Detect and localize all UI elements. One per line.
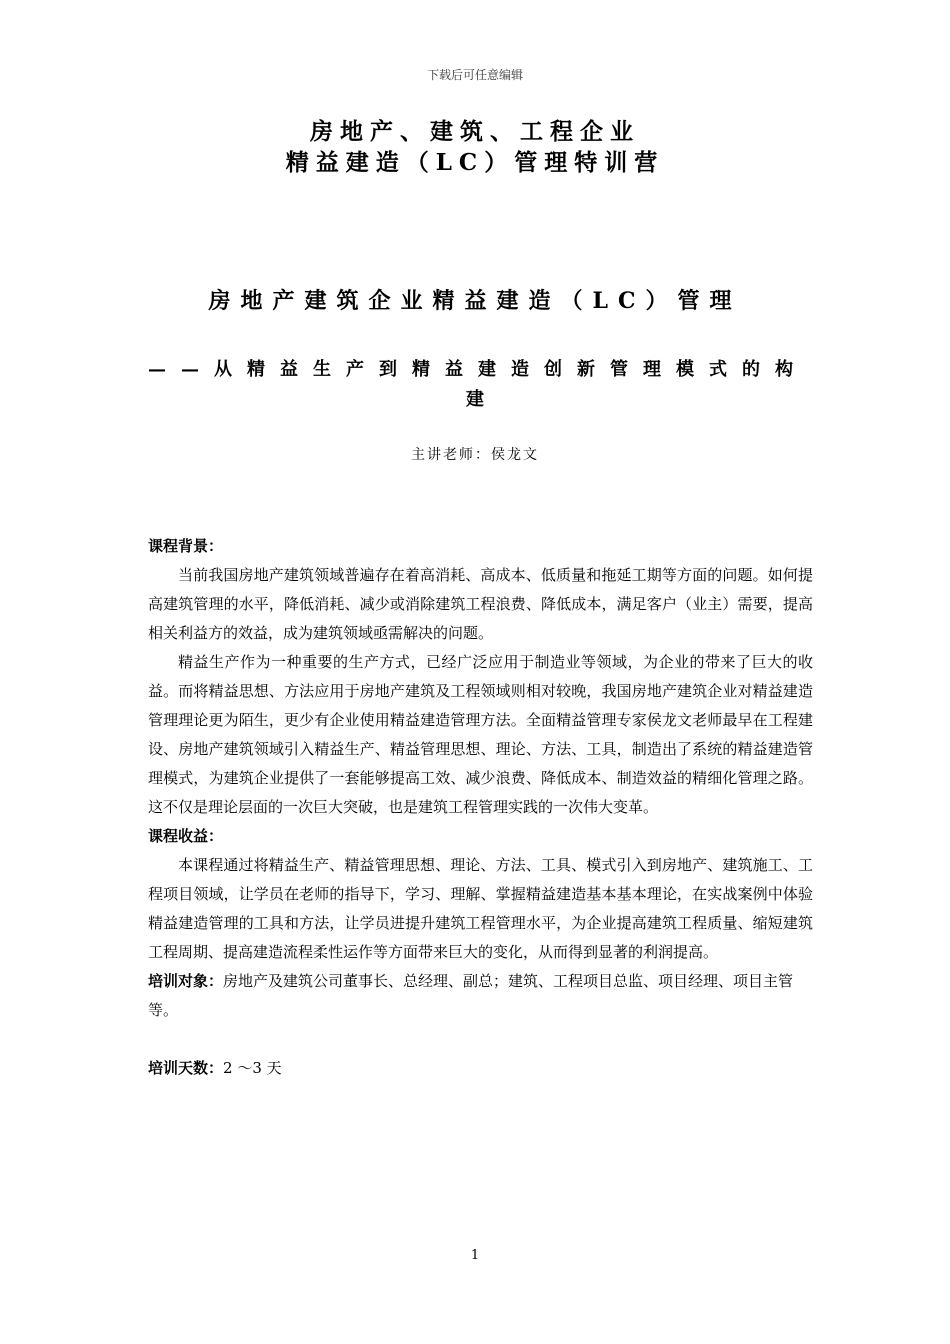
audience-text: 房地产及建筑公司董事长、总经理、副总；建筑、工程项目总监、项目经理、项目主管等。 [148, 972, 794, 1019]
audience-label: 培训对象： [148, 972, 224, 990]
document-title [0, 116, 950, 178]
course-subtitle-line-1: ——从精益生产到精益建造创新管理模式的构 [148, 359, 808, 380]
duration-line [148, 1054, 813, 1083]
course-subtitle-line-2: 建 [466, 389, 484, 410]
course-title: 房地产建筑企业精益建造（LC）管理 [208, 288, 742, 314]
benefits-paragraph-1: 本课程通过将精益生产、精益管理思想、理论、方法、工具、模式引入到房地产、建筑施工、工程项目领域，让学员在老师的指导下，学习、理解、掌握精益建造基本基本理论，在实战案例中体验精益建造管理的工具和方法，让学员进提升建筑工程管理水平，为企业提高建筑工程质量、缩短建筑工程周期、提高建造流程柔性运作等方面带来巨大的变化，从而得到显著的利润提高。 [148, 856, 813, 961]
duration-text: 2 ～3 天 [223, 1059, 282, 1077]
spacer [148, 1025, 813, 1054]
background-paragraph-2: 精益生产作为一种重要的生产方式，已经广泛应用于制造业等领域，为企业的带来了巨大的收益。而将精益思想、方法应用于房地产建筑及工程领域则相对较晚，我国房地产建筑企业对精益建造管理理论更为陌生，更少有企业使用精益建造管理方法。全面精益管理专家侯龙文老师最早在工程建设、房地产建筑领域引入精益生产、精益管理思想、理论、方法、工具，制造出了系统的精益建造管理模式，为建筑企业提供了一套能够提高工效、减少浪费、降低成本、制造效益的精细化管理之路。这不仅是理论层面的一次巨大突破，也是建筑工程管理实践的一次伟大变革。 [148, 653, 813, 816]
header-note: 下载后可任意编辑 [426, 68, 523, 82]
page-number: 1 [470, 1248, 480, 1263]
background-paragraph-1: 当前我国房地产建筑领域普遍存在着高消耗、高成本、低质量和拖延工期等方面的问题。如何提高建筑管理的水平，降低消耗、减少或消除建筑工程浪费、降低成本，满足客户（业主）需要，提高相关利益方的效益，成为建筑领域亟需解决的问题。 [148, 566, 813, 642]
title-line-2: 精益建造（LC）管理特训营 [285, 149, 665, 176]
benefits-heading: 课程收益： [148, 827, 224, 845]
duration-label: 培训天数： [148, 1059, 224, 1077]
instructor-line: 主讲老师：侯龙文 [411, 447, 539, 463]
background-heading: 课程背景： [148, 537, 224, 555]
title-line-1: 房地产、建筑、工程企业 [310, 118, 640, 145]
document-body [148, 532, 813, 1083]
audience-line [148, 967, 813, 1025]
